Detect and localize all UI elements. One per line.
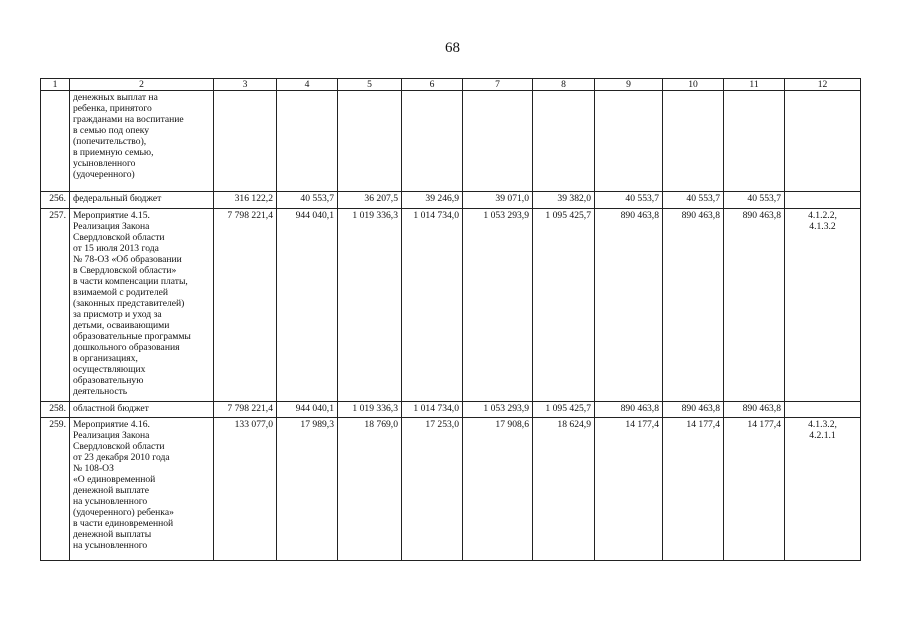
description-line: Свердловской области <box>73 232 165 243</box>
description-line: (законных представителей) <box>73 298 185 309</box>
value-cell: 40 553,7 <box>595 192 663 209</box>
description-line: взимаемой с родителей <box>73 287 168 298</box>
column-header: 4 <box>277 79 338 91</box>
description-line: Мероприятие 4.16. <box>73 419 150 430</box>
column-header: 12 <box>785 79 861 91</box>
value-cell: 1 014 734,0 <box>402 402 463 418</box>
column-header: 9 <box>595 79 663 91</box>
value-cell: 39 382,0 <box>533 192 595 209</box>
description-line: в части единовременной <box>73 518 174 529</box>
description-line: образовательную <box>73 375 144 386</box>
column-header: 3 <box>214 79 277 91</box>
row-number: 258. <box>41 402 70 418</box>
target-codes <box>785 418 861 561</box>
value-cell: 17 253,0 <box>402 418 463 561</box>
value-cell <box>402 91 463 192</box>
value-cell: 14 177,4 <box>595 418 663 561</box>
row-number <box>41 91 70 192</box>
description-line: образовательные программы <box>73 331 191 342</box>
row-number: 256. <box>41 192 70 209</box>
value-cell: 1 053 293,9 <box>463 209 533 402</box>
description-line: гражданами на воспитание <box>73 114 184 125</box>
description-line: (попечительство), <box>73 136 147 147</box>
code-line: 4.1.3.2 <box>809 221 836 232</box>
value-cell: 36 207,5 <box>338 192 402 209</box>
target-codes <box>785 402 861 418</box>
description-line: деятельность <box>73 386 128 397</box>
row-description <box>70 91 214 192</box>
value-cell: 7 798 221,4 <box>214 402 277 418</box>
value-cell <box>277 91 338 192</box>
row-description <box>70 402 214 418</box>
table-body <box>41 79 861 561</box>
value-cell: 14 177,4 <box>724 418 785 561</box>
description-line: от 23 декабря 2010 года <box>73 452 170 463</box>
value-cell: 890 463,8 <box>724 209 785 402</box>
description-line: Свердловской области <box>73 441 165 452</box>
value-cell <box>595 91 663 192</box>
description-line: (удочеренного) <box>73 169 135 180</box>
value-cell <box>338 91 402 192</box>
description-line: № 108-ОЗ <box>73 463 114 474</box>
description-line: федеральный бюджет <box>73 193 162 204</box>
description-line: осуществляющих <box>73 364 146 375</box>
description-line: ребенка, принятого <box>73 103 152 114</box>
value-cell: 1 014 734,0 <box>402 209 463 402</box>
description-line: Мероприятие 4.15. <box>73 210 150 221</box>
header-row <box>41 79 861 91</box>
value-cell: 1 095 425,7 <box>533 402 595 418</box>
description-line: от 15 июля 2013 года <box>73 243 159 254</box>
column-header: 1 <box>41 79 70 91</box>
row-description <box>70 209 214 402</box>
description-line: (удочеренного) ребенка» <box>73 507 174 518</box>
column-header: 5 <box>338 79 402 91</box>
value-cell: 40 553,7 <box>724 192 785 209</box>
description-line: на усыновленного <box>73 540 148 551</box>
value-cell <box>214 91 277 192</box>
value-cell: 1 053 293,9 <box>463 402 533 418</box>
code-line: 4.2.1.1 <box>809 430 836 441</box>
description-line: в Свердловской области» <box>73 265 177 276</box>
description-line: детьми, осваивающими <box>73 320 170 331</box>
table-row <box>41 192 861 209</box>
target-codes <box>785 209 861 402</box>
value-cell: 18 769,0 <box>338 418 402 561</box>
value-cell: 40 553,7 <box>277 192 338 209</box>
row-description <box>70 192 214 209</box>
column-header: 11 <box>724 79 785 91</box>
description-line: в приемную семью, <box>73 147 154 158</box>
row-description <box>70 418 214 561</box>
value-cell: 1 095 425,7 <box>533 209 595 402</box>
description-line: Реализация Закона <box>73 430 150 441</box>
value-cell: 14 177,4 <box>663 418 724 561</box>
description-line: в организациях, <box>73 353 138 364</box>
description-line: на усыновленного <box>73 496 148 507</box>
description-line: Реализация Закона <box>73 221 150 232</box>
target-codes <box>785 192 861 209</box>
column-header: 6 <box>402 79 463 91</box>
code-line: 4.1.3.2, <box>808 419 837 430</box>
table-row <box>41 91 861 192</box>
value-cell: 944 040,1 <box>277 209 338 402</box>
value-cell: 890 463,8 <box>595 209 663 402</box>
value-cell <box>463 91 533 192</box>
page-number: 68 <box>445 40 460 56</box>
description-line: денежных выплат на <box>73 92 158 103</box>
description-line: № 78-ОЗ «Об образовании <box>73 254 182 265</box>
value-cell: 890 463,8 <box>663 402 724 418</box>
value-cell: 1 019 336,3 <box>338 402 402 418</box>
value-cell: 316 122,2 <box>214 192 277 209</box>
description-line: в семью под опеку <box>73 125 150 136</box>
value-cell: 890 463,8 <box>724 402 785 418</box>
description-line: дошкольного образования <box>73 342 180 353</box>
row-number: 259. <box>41 418 70 561</box>
table-row <box>41 418 861 561</box>
column-header: 10 <box>663 79 724 91</box>
code-line: 4.1.2.2, <box>808 210 837 221</box>
description-line: денежной выплате <box>73 485 149 496</box>
value-cell: 17 989,3 <box>277 418 338 561</box>
value-cell: 133 077,0 <box>214 418 277 561</box>
value-cell: 39 246,9 <box>402 192 463 209</box>
description-line: областной бюджет <box>73 403 149 414</box>
value-cell: 40 553,7 <box>663 192 724 209</box>
table-row <box>41 402 861 418</box>
description-line: в части компенсации платы, <box>73 276 188 287</box>
table-row <box>41 209 861 402</box>
value-cell: 890 463,8 <box>663 209 724 402</box>
value-cell: 890 463,8 <box>595 402 663 418</box>
target-codes <box>785 91 861 192</box>
column-header: 7 <box>463 79 533 91</box>
description-line: за присмотр и уход за <box>73 309 162 320</box>
value-cell <box>663 91 724 192</box>
description-line: «О единовременной <box>73 474 156 485</box>
value-cell: 944 040,1 <box>277 402 338 418</box>
value-cell: 17 908,6 <box>463 418 533 561</box>
column-header: 8 <box>533 79 595 91</box>
value-cell: 39 071,0 <box>463 192 533 209</box>
column-header: 2 <box>70 79 214 91</box>
description-line: денежной выплаты <box>73 529 152 540</box>
value-cell: 7 798 221,4 <box>214 209 277 402</box>
value-cell: 18 624,9 <box>533 418 595 561</box>
row-number: 257. <box>41 209 70 402</box>
value-cell <box>533 91 595 192</box>
budget-table <box>40 78 861 561</box>
value-cell: 1 019 336,3 <box>338 209 402 402</box>
description-line: усыновленного <box>73 158 136 169</box>
value-cell <box>724 91 785 192</box>
